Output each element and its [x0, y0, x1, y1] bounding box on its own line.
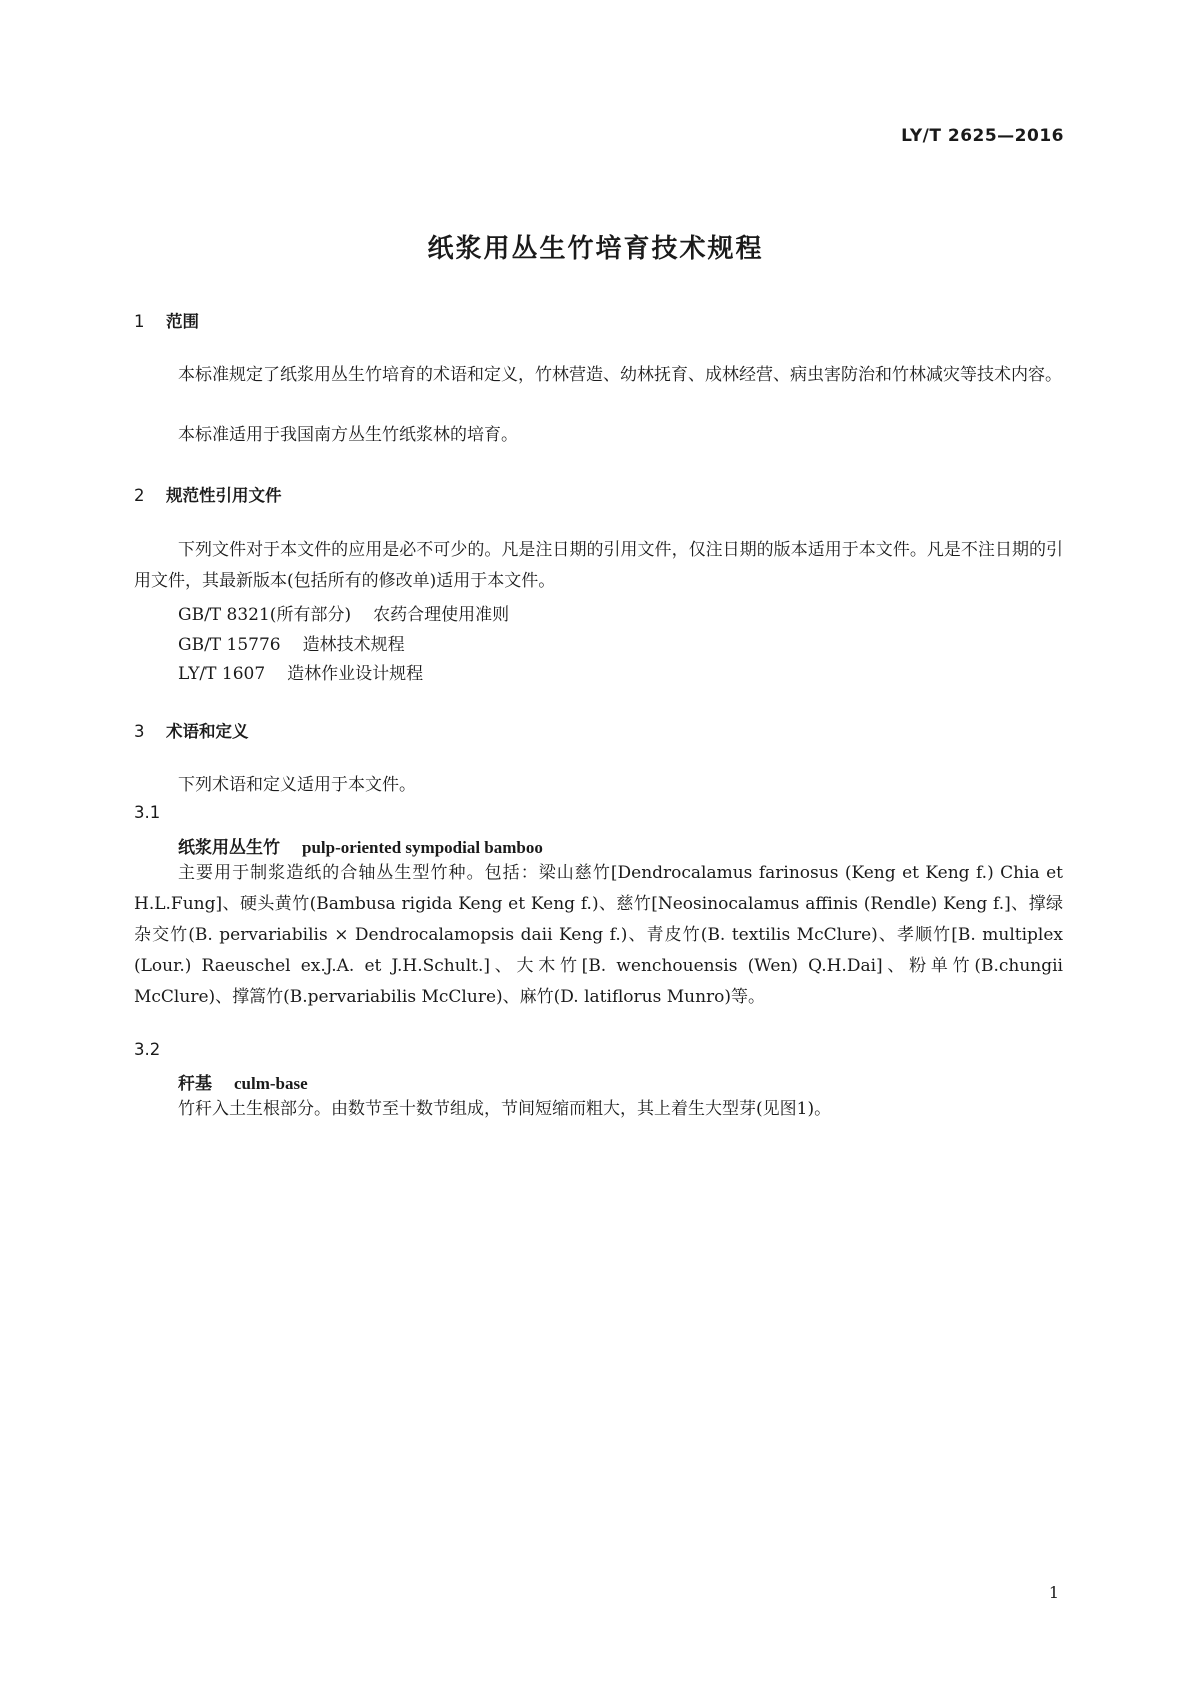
document-title: 纸浆用丛生竹培育技术规程 [427, 234, 764, 264]
reference-title: 造林技术规程 [302, 635, 405, 655]
reference-item [178, 659, 423, 684]
standard-code: LY/T 2625—2016 [901, 126, 1064, 146]
reference-code: GB/T 8321(所有部分) [178, 605, 352, 625]
clause-number: 3.1 [134, 803, 161, 822]
section-number: 3 [134, 722, 145, 741]
section-title: 范围 [166, 312, 199, 331]
term-definition: 竹秆入土生根部分。由数节至十数节组成，节间短缩而粗大，其上着生大型芽(见图1)。 [178, 1099, 832, 1119]
reference-code: LY/T 1607 [178, 664, 266, 684]
reference-code: GB/T 15776 [178, 635, 281, 655]
section-3-intro: 下列术语和定义适用于本文件。 [178, 775, 416, 795]
reference-title: 农药合理使用准则 [373, 605, 510, 625]
section-2-intro: 下列文件对于本文件的应用是必不可少的。凡是注日期的引用文件，仅注日期的版本适用于本文件。凡是不注日期的引用文件，其最新版本(包括所有的修改单)适用于本文件。 [134, 540, 1063, 591]
page-number: 1 [1048, 1583, 1059, 1602]
term-entry [178, 1069, 308, 1094]
reference-item [178, 630, 405, 655]
reference-item [178, 600, 509, 625]
section-1-heading [134, 308, 199, 332]
term-english: pulp-oriented sympodial bamboo [302, 838, 543, 857]
section-1-paragraph-2: 本标准适用于我国南方丛生竹纸浆林的培育。 [178, 425, 518, 445]
section-number: 1 [134, 312, 145, 331]
reference-title: 造林作业设计规程 [287, 664, 424, 684]
term-definition: 主要用于制浆造纸的合轴丛生型竹种。包括：梁山慈竹[Dendrocalamus farinosus (Keng et Keng f.) Chia et H.L.Fung]、硬头黄竹(Bambusa rigida Keng et Keng f.)、慈竹[Neosinocalamus affinis (Rendle) Keng f.]、撑绿杂交竹(B. pervariabilis × Dendrocalamopsis daii Keng f.)、青皮竹(B. textilis McClure)、孝顺竹[B. multiplex (Lour.) Raeuschel ex.J.A. et J.H.Schult.]、大木竹[B. wenchouensis (Wen) Q.H.Dai]、粉单竹(B.chungii McClure)、撑篙竹(B.pervariabilis McClure)、麻竹(D. latiflorus Munro)等。 [134, 863, 1063, 1007]
section-2-heading [134, 482, 282, 506]
section-1-paragraph-1: 本标准规定了纸浆用丛生竹培育的术语和定义，竹林营造、幼林抚育、成林经营、病虫害防治和竹林减灾等技术内容。 [178, 365, 1062, 385]
section-title: 术语和定义 [166, 722, 249, 741]
section-title: 规范性引用文件 [166, 486, 282, 505]
term-entry [178, 833, 543, 858]
term-chinese: 纸浆用丛生竹 [178, 838, 280, 858]
section-3-heading [134, 718, 249, 742]
term-chinese: 秆基 [178, 1074, 212, 1094]
clause-number: 3.2 [134, 1040, 161, 1059]
term-english: culm-base [234, 1074, 308, 1093]
section-number: 2 [134, 486, 145, 505]
